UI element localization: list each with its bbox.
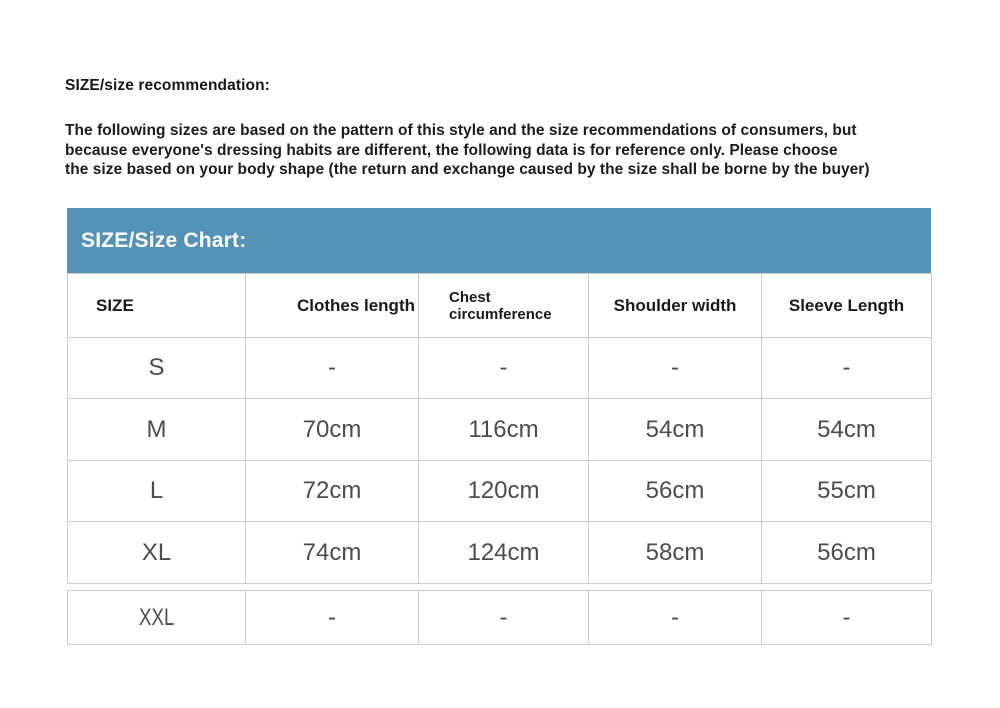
size-table-xxl-segment <box>67 590 932 645</box>
value-cell: - <box>419 591 589 645</box>
size-cell: S <box>68 338 246 399</box>
column-header-size: SIZE <box>68 274 246 338</box>
value-cell: 72cm <box>246 461 419 522</box>
value-cell: - <box>419 338 589 399</box>
size-cell: L <box>68 461 246 522</box>
value-cell: 124cm <box>419 522 589 584</box>
size-chart-header-bar <box>67 208 931 273</box>
recommendation-line: the size based on your body shape (the return and exchange caused by the size shall be borne by the buyer) <box>65 161 870 178</box>
value-cell: 70cm <box>246 399 419 461</box>
recommendation-paragraph <box>65 121 955 180</box>
size-cell <box>68 591 246 645</box>
column-header-shoulder-width: Shoulder width <box>589 274 762 338</box>
table-row-xxl <box>68 591 932 645</box>
value-cell: - <box>246 338 419 399</box>
value-cell: 54cm <box>762 399 932 461</box>
value-cell: 58cm <box>589 522 762 584</box>
value-cell: 56cm <box>589 461 762 522</box>
table-row-m <box>68 399 932 461</box>
value-cell: 74cm <box>246 522 419 584</box>
value-cell: - <box>589 591 762 645</box>
recommendation-line: because everyone's dressing habits are different, the following data is for reference only. Please choose <box>65 141 838 159</box>
value-cell: - <box>762 338 932 399</box>
size-label: XXL <box>138 603 175 631</box>
value-cell: - <box>762 591 932 645</box>
value-cell: 55cm <box>762 461 932 522</box>
table-header-row <box>68 274 932 338</box>
column-header-chest-circumference: Chest circumference <box>419 274 589 338</box>
table-row-l <box>68 461 932 522</box>
value-cell: 116cm <box>419 399 589 461</box>
value-cell: - <box>246 591 419 645</box>
value-cell: 54cm <box>589 399 762 461</box>
size-cell: M <box>68 399 246 461</box>
column-header-clothes-length: Clothes length <box>246 274 419 338</box>
size-cell: XL <box>68 522 246 584</box>
recommendation-line: The following sizes are based on the pattern of this style and the size recommendations of consumers, but <box>65 122 857 139</box>
size-table <box>67 273 932 584</box>
value-cell: 120cm <box>419 461 589 522</box>
size-chart-title: SIZE/Size Chart: <box>81 228 247 252</box>
value-cell: - <box>589 338 762 399</box>
value-cell: 56cm <box>762 522 932 584</box>
column-header-sleeve-length: Sleeve Length <box>762 274 932 338</box>
table-row-xl <box>68 522 932 584</box>
recommendation-title: SIZE/size recommendation: <box>65 77 270 94</box>
table-row-s <box>68 338 932 399</box>
